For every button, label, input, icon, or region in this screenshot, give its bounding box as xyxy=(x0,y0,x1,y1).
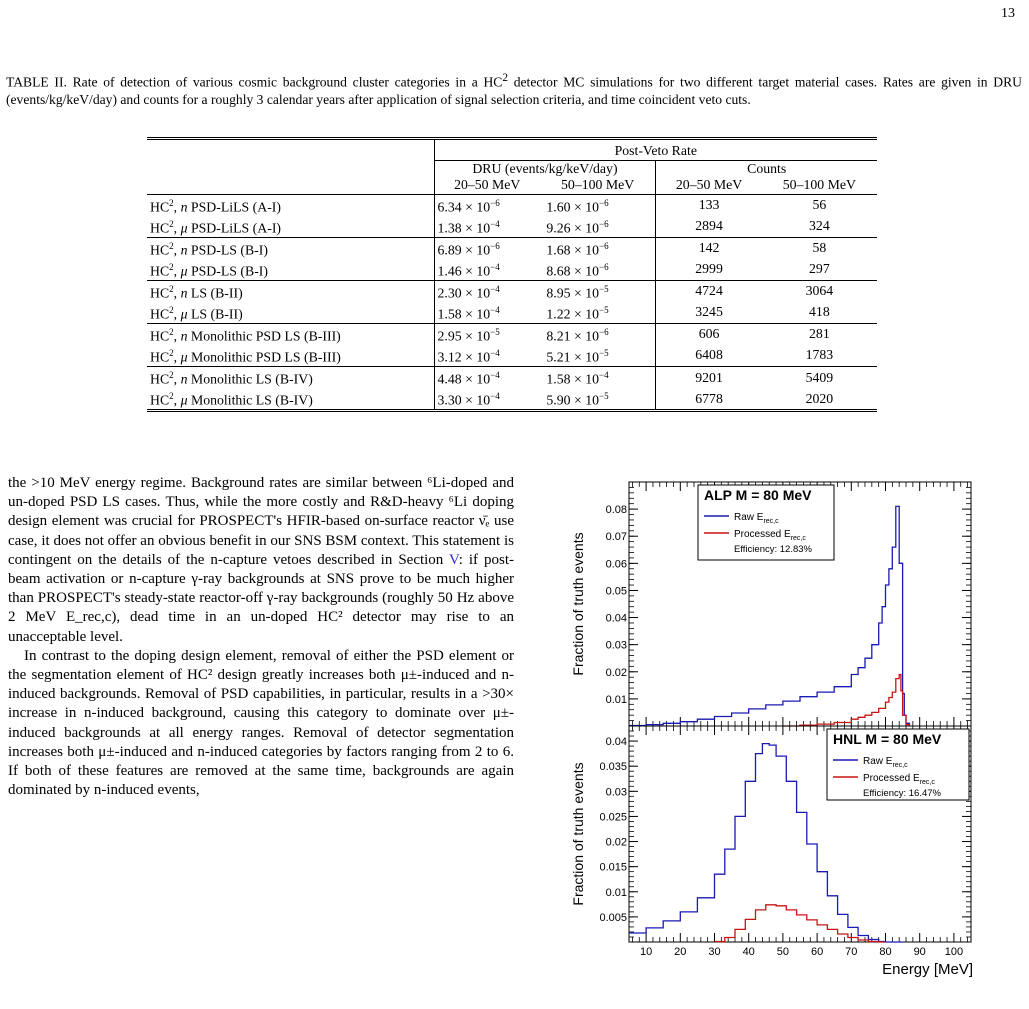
subheader-dru-low: 20–50 MeV xyxy=(434,177,540,194)
caption-text-2: detector MC simulations for two different target material cases. Rates are given in DRU (events/kg/keV/day) and counts for a roughly 3 calendar years after application of signal selection criteria, and time coincident veto cuts. xyxy=(6,74,1022,107)
rate-table xyxy=(147,137,877,412)
count-low-value: 606 xyxy=(656,324,762,346)
table-row xyxy=(147,216,877,238)
dru-high-value: $1.68 \times 10^{-6}$ xyxy=(540,237,656,259)
dru-high-value: $9.26 \times 10^{-6}$ xyxy=(542,218,609,236)
legend-efficiency: Efficiency: 16.47% xyxy=(863,788,941,799)
x-tick-label: 30 xyxy=(708,946,721,958)
paragraph-1 xyxy=(8,474,514,647)
y-tick-label: 0.005 xyxy=(599,911,627,924)
count-low-value: 2894 xyxy=(656,216,762,238)
x-tick-label: 80 xyxy=(879,946,892,958)
dru-low-value: $4.48 \times 10^{-4}$ xyxy=(434,367,540,389)
x-tick-label: 20 xyxy=(674,946,687,958)
table-caption xyxy=(6,70,1022,108)
dru-high-value: $8.95 \times 10^{-5}$ xyxy=(540,280,656,302)
y-tick-label: 0.02 xyxy=(605,666,627,679)
section-link[interactable]: V xyxy=(449,551,459,568)
dru-high-value: $5.21 \times 10^{-5}$ xyxy=(542,348,609,365)
x-tick-label: 60 xyxy=(810,946,824,958)
dru-high-value: $1.60 \times 10^{-6}$ xyxy=(540,194,656,216)
y-tick-label: 0.06 xyxy=(605,558,627,571)
count-high-value: 281 xyxy=(762,324,877,346)
dru-low-value: $2.95 \times 10^{-5}$ xyxy=(434,324,540,346)
row-label: $HC^2$, n PSD-LS (B-I) xyxy=(147,237,434,259)
spectra-chart xyxy=(570,472,1022,982)
series-line xyxy=(783,675,910,727)
count-high-value: 3064 xyxy=(762,280,877,302)
legend-entry: Processed $E_{rec,c}$ xyxy=(734,529,806,542)
row-label: $HC^2$, n PSD-LiLS (A-I) xyxy=(147,194,434,216)
dru-high-value: $5.90 \times 10^{-5}$ xyxy=(540,388,656,411)
y-tick-label: 0.01 xyxy=(605,886,627,899)
row-label: $HC^2$, μ Monolithic PSD LS (B-III) xyxy=(150,348,341,365)
dru-high-value: $1.22 \times 10^{-5}$ xyxy=(542,304,609,322)
x-axis-label: Energy [MeV] xyxy=(882,961,973,978)
dru-low-value: $3.12 \times 10^{-4}$ xyxy=(434,345,540,367)
y-tick-label: 0.025 xyxy=(599,811,627,824)
table-header-row-2 xyxy=(147,160,877,177)
subheader-dru-high: 50–100 MeV xyxy=(561,177,635,192)
paragraph-1-rest: : if post-beam activation or n-capture γ-ray backgrounds at SNS prove to be much higher than PROSPECT's steady-state reactor-off γ-ray backgrounds (roughly 50 Hz above 2 MeV E_rec,c), dead time in an un-doped HC² detector may rise to an unacceptable level. xyxy=(8,551,514,645)
count-high-value: 5409 xyxy=(762,367,877,389)
count-high-value: 418 xyxy=(809,304,830,320)
count-low-value: 2999 xyxy=(656,259,762,281)
table-row xyxy=(147,237,877,259)
count-low-value: 133 xyxy=(656,194,762,216)
count-high-value: 324 xyxy=(809,217,830,233)
count-high-value: 56 xyxy=(762,194,877,216)
dru-high-value: $8.21 \times 10^{-6}$ xyxy=(540,324,656,346)
y-tick-label: 0.03 xyxy=(605,639,627,652)
y-tick-label: 0.05 xyxy=(605,585,627,598)
table-row xyxy=(147,302,877,324)
paragraph-1-text: the >10 MeV energy regime. Background rates are similar between ⁶Li-doped and un-doped PSD LS cases. Thus, while the more costly and R&D-heavy ⁶Li doping design element was crucial for PROSPECT's HFIR-based on-surface reactor ν̄ₑ use case, it does not offer an obvious benefit in our SNS BSM context. This statement is contingent on the details of the n-capture vetoes described in Section xyxy=(8,475,514,568)
row-label: $HC^2$, n LS (B-II) xyxy=(147,280,434,302)
legend-title: HNL M = 80 MeV xyxy=(833,731,942,747)
paragraph-2: In contrast to the doping design element, removal of either the PSD element or the segmentation element of HC² design greatly increases both μ±-induced and n-induced backgrounds. Removal of PSD capabilities, in particular, results in a >30× increase in n-induced background, causing this category to dominate over μ±-induced backgrounds at all energy ranges. Removal of detector segmentation increases both μ±-induced and n-induced categories by factors ranging from 2 to 6. If both of these features are removed at the same time, backgrounds are again dominated by n-induced events, xyxy=(8,647,514,799)
dru-low-value: $3.30 \times 10^{-4}$ xyxy=(434,388,540,411)
y-tick-label: 0.04 xyxy=(605,736,627,749)
count-low-value: 6408 xyxy=(656,345,762,367)
x-tick-label: 70 xyxy=(845,946,858,958)
table-row xyxy=(147,367,877,389)
y-tick-label: 0.02 xyxy=(605,836,627,849)
count-high-value: 297 xyxy=(809,261,830,277)
count-low-value: 4724 xyxy=(656,280,762,302)
group-header: Post-Veto Rate xyxy=(434,139,877,161)
y-axis-label: Fraction of truth events xyxy=(570,532,586,676)
table-row xyxy=(147,194,877,216)
legend-entry: Processed $E_{rec,c}$ xyxy=(863,773,935,786)
dru-low-value: $1.46 \times 10^{-4}$ xyxy=(434,259,540,281)
legend-title: ALP M = 80 MeV xyxy=(704,487,812,503)
count-low-value: 142 xyxy=(656,237,762,259)
y-tick-label: 0.01 xyxy=(605,693,627,706)
series-line xyxy=(715,905,886,942)
caption-text-1: Rate of detection of various cosmic background cluster categories in a HC xyxy=(66,74,503,90)
dru-low-value: $6.89 \times 10^{-6}$ xyxy=(434,237,540,259)
x-tick-label: 10 xyxy=(639,946,653,958)
subheader-counts-high: 50–100 MeV xyxy=(782,177,856,192)
dru-low-value: $1.38 \times 10^{-4}$ xyxy=(434,216,540,238)
table-header-row-1 xyxy=(147,139,877,161)
row-label: $HC^2$, μ Monolithic LS (B-IV) xyxy=(147,388,434,411)
table-header-row-3 xyxy=(147,177,877,194)
y-tick-label: 0.04 xyxy=(605,612,627,625)
table-row xyxy=(147,345,877,367)
row-label: $HC^2$, n Monolithic PSD LS (B-III) xyxy=(147,324,434,346)
y-axis-label: Fraction of truth events xyxy=(570,762,586,906)
dru-header: DRU (events/kg/keV/day) xyxy=(434,160,656,177)
page-number: 13 xyxy=(1001,6,1015,21)
table-row xyxy=(147,324,877,346)
table-row xyxy=(147,388,877,411)
count-low-value: 9201 xyxy=(656,367,762,389)
y-tick-label: 0.015 xyxy=(599,861,627,874)
counts-header: Counts xyxy=(656,160,877,177)
count-low-value: 3245 xyxy=(656,302,762,324)
count-low-value: 6778 xyxy=(656,388,762,411)
subheader-counts-low: 20–50 MeV xyxy=(656,177,762,194)
count-high-value: 1783 xyxy=(805,347,834,363)
caption-label: TABLE II. xyxy=(6,74,67,90)
row-label: $HC^2$, μ LS (B-II) xyxy=(150,304,243,322)
y-tick-label: 0.035 xyxy=(599,761,627,774)
x-tick-label: 100 xyxy=(944,946,964,958)
legend-entry: Raw $E_{rec,c}$ xyxy=(863,756,908,769)
y-tick-label: 0.03 xyxy=(605,786,627,799)
y-tick-label: 0.07 xyxy=(605,531,627,544)
x-tick-label: 40 xyxy=(742,946,755,958)
dru-low-value: $2.30 \times 10^{-4}$ xyxy=(434,280,540,302)
count-high-value: 58 xyxy=(762,237,877,259)
table-row xyxy=(147,259,877,281)
legend-efficiency: Efficiency: 12.83% xyxy=(734,544,812,555)
body-text xyxy=(8,474,514,800)
count-high-value: 2020 xyxy=(762,388,877,411)
figure-energy-spectra xyxy=(570,472,1022,982)
x-tick-label: 50 xyxy=(776,946,790,958)
row-label: $HC^2$, n Monolithic LS (B-IV) xyxy=(147,367,434,389)
dru-low-value: $1.58 \times 10^{-4}$ xyxy=(434,302,540,324)
dru-high-value: $8.68 \times 10^{-6}$ xyxy=(542,261,609,279)
y-tick-label: 0.08 xyxy=(605,504,627,517)
caption-sup: 2 xyxy=(502,72,509,84)
row-label: $HC^2$, μ PSD-LiLS (A-I) xyxy=(150,218,282,236)
row-label: $HC^2$, μ PSD-LS (B-I) xyxy=(150,261,268,279)
x-tick-label: 90 xyxy=(913,946,926,958)
legend-entry: Raw $E_{rec,c}$ xyxy=(734,512,779,525)
dru-high-value: $1.58 \times 10^{-4}$ xyxy=(540,367,656,389)
dru-low-value: $6.34 \times 10^{-6}$ xyxy=(434,194,540,216)
table-row xyxy=(147,280,877,302)
